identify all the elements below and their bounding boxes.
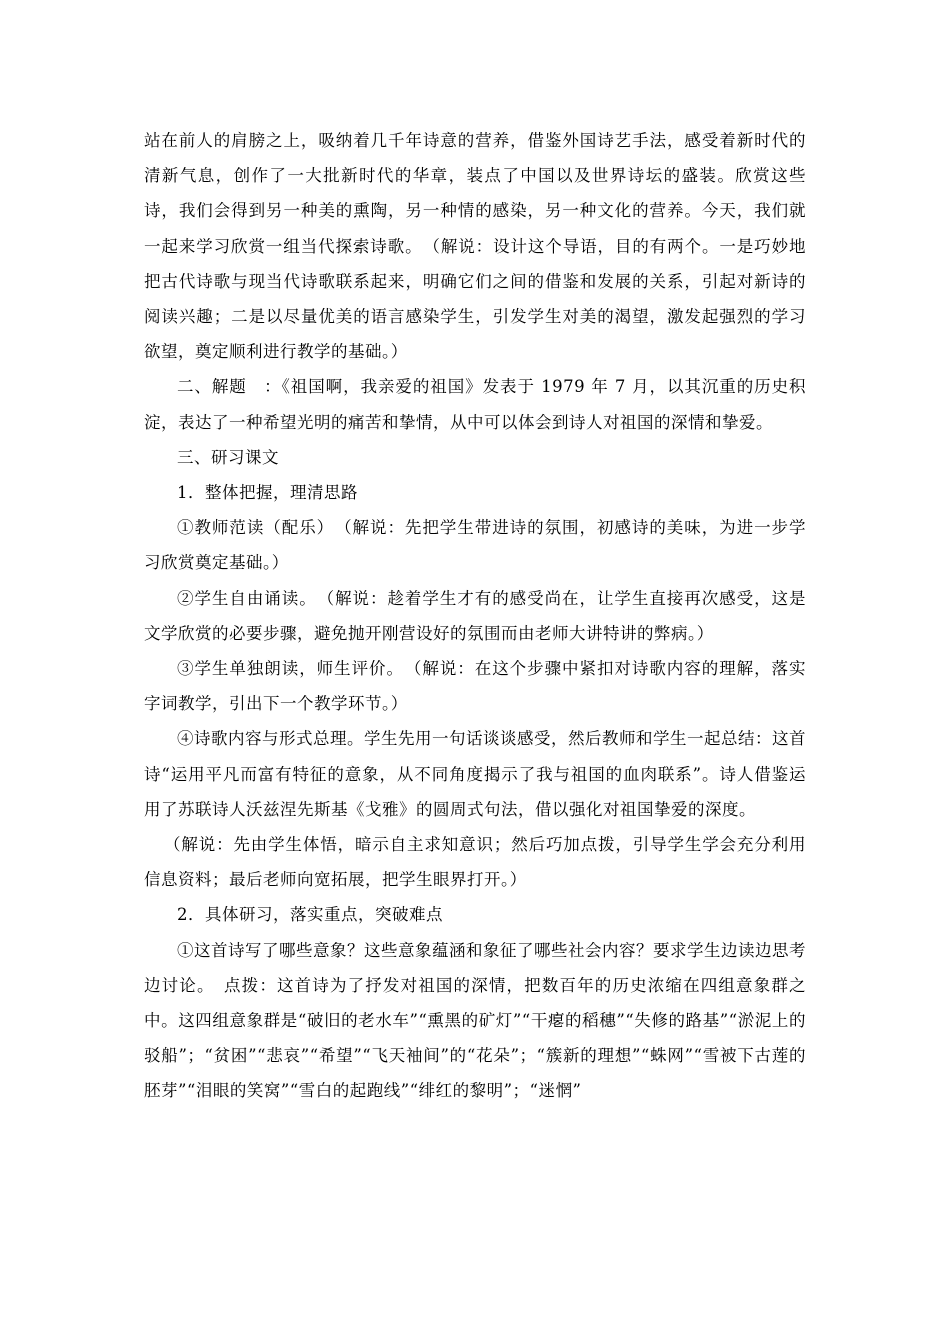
document-page (144, 123, 806, 1109)
heading-subsection-1: 1．整体把握，理清思路 (177, 483, 358, 503)
paragraph-step-1: ①教师范读（配乐） （解说：先把学生带进诗的氛围，初感诗的美味，为进一步学习欣赏奠定基础。） (144, 518, 806, 573)
heading-subsection-2: 2．具体研习，落实重点，突破难点 (177, 905, 443, 925)
heading-section-3: 三、研习课文 (177, 447, 279, 467)
paragraph-step-3: ③学生单独朗读，师生评价。 （解说：在这个步骤中紧扣对诗歌内容的理解，落实字词教学，引出下一个教学环节。） (144, 659, 806, 714)
paragraph-intro-continued: 站在前人的肩膀之上，吸纳着几千年诗意的营养，借鉴外国诗艺手法，感受着新时代的清新气息，创作了一大批新时代的华章，装点了中国以及世界诗坛的盛装。欣赏这些诗，我们会得到另一种美的熏陶，另一种情的感染，另一种文化的营养。今天，我们就一起来学习欣赏一组当代探索诗歌。 （解说：设计这个导语，目的有两个。一是巧妙地把古代诗歌与现当代诗歌联系起来，明确它们之间的借鉴和发展的关系，引起对新诗的阅读兴趣；二是以尽量优美的语言感染学生，引发学生对美的渴望，激发起强烈的学习欲望，奠定顺利进行教学的基础。） (144, 131, 806, 362)
paragraph-step-4: ④诗歌内容与形式总理。学生先用一句话谈谈感受，然后教师和学生一起总结：这首诗“运用平凡而富有特征的意象，从不同角度揭示了我与祖国的血肉联系”。诗人借鉴运用了苏联诗人沃兹涅先斯基《戈雅》的圆周式句法，借以强化对祖国挚爱的深度。 (144, 729, 806, 819)
paragraph-section-2-title-analysis: 二、解题 ：《祖国啊，我亲爱的祖国》发表于 1979 年 7 月，以其沉重的历史积淀，表达了一种希望光明的痛苦和挚情，从中可以体会到诗人对祖国的深情和挚爱。 (144, 377, 806, 432)
paragraph-step-4-note: （解说：先由学生体悟，暗示自主求知意识；然后巧加点拨，引导学生学会充分利用信息资料；最后老师向宽拓展，把学生眼界打开。） (144, 835, 806, 890)
paragraph-step-2: ②学生自由诵读。 （解说：趁着学生才有的感受尚在，让学生直接再次感受，这是文学欣赏的必要步骤，避免抛开刚营设好的氛围而由老师大讲特讲的弊病。） (144, 588, 806, 643)
paragraph-imagery-question: ①这首诗写了哪些意象？这些意象蕴涵和象征了哪些社会内容？要求学生边读边思考边讨论。 点拨：这首诗为了抒发对祖国的深情，把数百年的历史浓缩在四组意象群之中。这四组意象群是“破旧的老水车”“熏黑的矿灯”“干瘪的稻穗”“失修的路基”“淤泥上的驳船”；“贫困”“悲哀”“希望”“飞天袖间”的“花朵”；“簇新的理想”“蛛网”“雪被下古莲的胚芽”“泪眼的笑窝”“雪白的起跑线”“绯红的黎明”；“迷惘” (144, 940, 806, 1101)
